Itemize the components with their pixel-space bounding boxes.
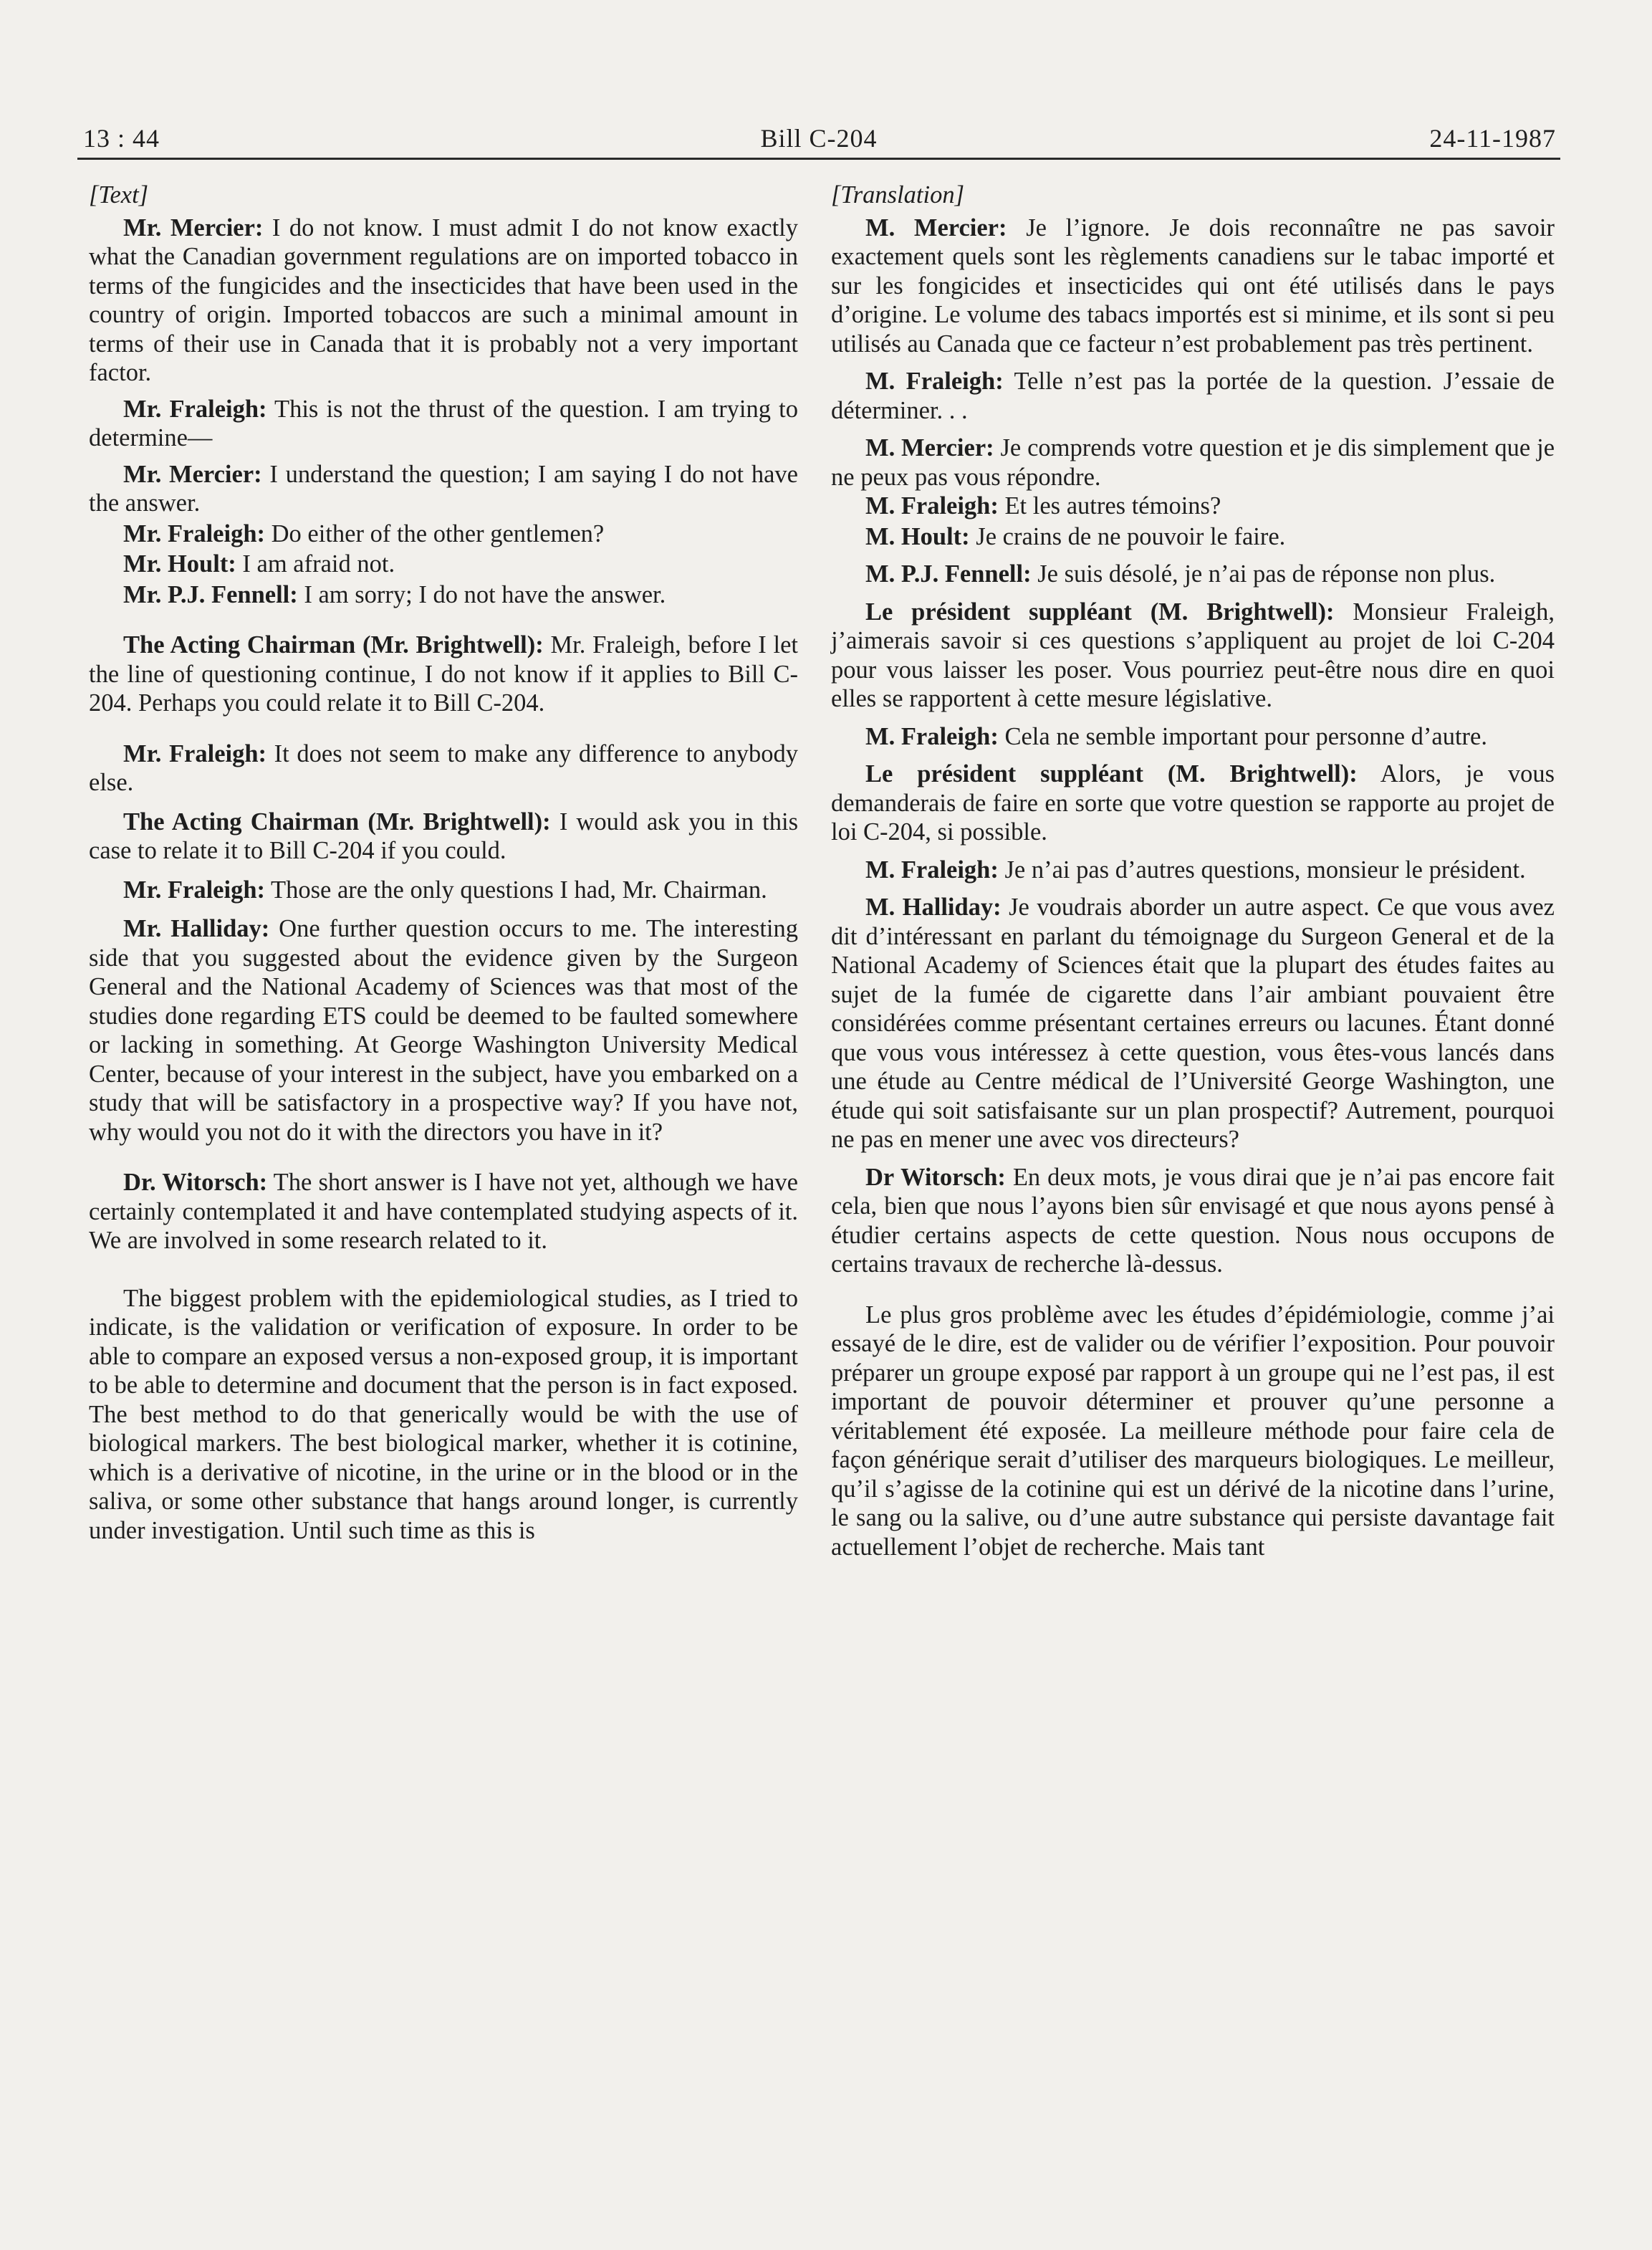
speech-text: Alors, je vous demanderais de faire en sorte que votre question se rapporte au projet de loi C-204, si possible. (831, 760, 1555, 846)
speech-text: I am afraid not. (236, 550, 395, 578)
speech-text: Those are the only questions I had, Mr. Chairman. (265, 876, 767, 904)
testimony-paragraph (831, 1301, 1555, 1562)
speech-text: The biggest problem with the epidemiological studies, as I tried to indicate, is the validation or verification of exposure. In order to be able to compare an exposed versus a non-exposed group, it is important to be able to determine and document that the person is in fact exposed. The best method to do that generically would be with the use of biological markers. The best biological marker, whether it is cotinine, which is a derivative of nicotine, in the urine or in the blood or in the saliva, or some other substance that hangs around longer, is currently under investigation. Until such time as this is (89, 1284, 798, 1544)
testimony-paragraph (89, 914, 798, 1146)
speech-text: Je suis désolé, je n’ai pas de réponse non plus. (1031, 560, 1496, 588)
speaker-name: The Acting Chairman (Mr. Brightwell): (123, 631, 544, 659)
testimony-paragraph (831, 492, 1555, 521)
speech-text: This is not the thrust of the question. I am trying to determine— (89, 395, 798, 451)
speech-text: Do either of the other gentlemen? (265, 520, 605, 547)
speaker-name: Dr. Witorsch: (123, 1169, 268, 1196)
speaker-name: The Acting Chairman (Mr. Brightwell): (123, 808, 551, 836)
testimony-paragraph (89, 1168, 798, 1255)
testimony-paragraph (831, 367, 1555, 425)
testimony-paragraph (831, 1163, 1555, 1279)
column-tag: [Text] (89, 181, 149, 209)
speech-text: It does not seem to make any difference to anybody else. (89, 739, 798, 796)
speech-text: Je comprends votre question et je dis simplement que je ne peux pas vous répondre. (831, 434, 1555, 491)
speaker-name: M. P.J. Fennell: (865, 560, 1032, 588)
speaker-name: M. Halliday: (865, 894, 1002, 921)
speaker-name: Mr. P.J. Fennell: (123, 580, 298, 608)
testimony-paragraph (831, 893, 1555, 1154)
speaker-name: M. Mercier: (865, 214, 1007, 241)
testimony-paragraph (831, 856, 1555, 885)
speech-text: Et les autres témoins? (998, 492, 1221, 520)
speaker-name: Mr. Mercier: (123, 214, 264, 241)
speech-text: Telle n’est pas la portée de la question. J’essaie de déterminer. . . (831, 368, 1555, 424)
bill-title: Bill C-204 (760, 124, 878, 153)
testimony-paragraph (89, 460, 798, 518)
testimony-paragraph (89, 631, 798, 718)
speaker-name: M. Fraleigh: (865, 368, 1004, 395)
speaker-name: Dr Witorsch: (865, 1163, 1006, 1191)
testimony-paragraph (89, 580, 798, 610)
testimony-paragraph (89, 395, 798, 453)
testimony-paragraph (831, 434, 1555, 492)
testimony-paragraph (89, 876, 798, 905)
speech-text: Je l’ignore. Je dois reconnaître ne pas savoir exactement quels sont les règlements canadiens sur le tabac importé et sur les fongicides et insecticides qui ont été utilisés dans le pays d’origine. Le volume des tabacs importés est si minime, et ils sont si peu utilisés au Canada que ce facteur n’est probablement pas très pertinent. (831, 214, 1555, 358)
testimony-paragraph (831, 522, 1555, 552)
testimony-paragraph (89, 550, 798, 579)
speech-text: I do not know. I must admit I do not know exactly what the Canadian government regulations are on imported tobacco in terms of the fungicides and the insecticides that have been used in the country of origin. Imported tobaccos are such a minimal amount in terms of their use in Canada that it is probably not a very important factor. (89, 214, 799, 386)
header-date: 24-11-1987 (1429, 124, 1556, 153)
speech-text: Je crains de ne pouvoir le faire. (969, 522, 1286, 550)
speech-text: Je voudrais aborder un autre aspect. Ce que vous avez dit d’intéressant en parlant du témoignage du Surgeon General et de la National Academy of Sciences était que la plupart des études faites au sujet de la fumée de cigarette dans l’air ambiant pouvaient être considérées comme présentant certaines erreurs ou lacunes. Étant donné que vous vous intéressez à cette question, vous êtes-vous lancés dans une étude au Centre médical de l’Université George Washington, une étude qui soit satisfaisante sur un plan prospectif? Autrement, pourquoi ne pas en mener une avec vos directeurs? (831, 894, 1555, 1153)
speaker-name: Mr. Halliday: (123, 915, 270, 942)
english-column (89, 181, 798, 1545)
speaker-name: Mr. Fraleigh: (123, 395, 267, 423)
testimony-paragraph (89, 520, 798, 549)
speech-text: I am sorry; I do not have the answer. (297, 580, 666, 608)
french-column (831, 181, 1555, 1561)
testimony-paragraph (831, 214, 1555, 359)
speaker-name: Le président suppléant (M. Brightwell): (865, 598, 1335, 626)
speech-text: Mr. Fraleigh, before I let the line of questioning continue, I do not know if it applies to Bill C-204. Perhaps you could relate it to Bill C-204. (89, 631, 798, 717)
speech-text: Cela ne semble important pour personne d’autre. (998, 722, 1487, 750)
speech-text: The short answer is I have not yet, although we have certainly contemplated it and have contemplated studying aspects of it. We are involved in some research related to it. (89, 1169, 798, 1254)
speech-text: I would ask you in this case to relate it to Bill C-204 if you could. (89, 808, 798, 864)
testimony-paragraph (831, 760, 1555, 847)
speaker-name: Mr. Fraleigh: (123, 876, 266, 904)
speaker-name: M. Mercier: (865, 434, 994, 461)
speaker-name: M. Fraleigh: (865, 856, 999, 884)
speech-text: I understand the question; I am saying I do not have the answer. (89, 460, 798, 517)
speaker-name: M. Hoult: (865, 522, 970, 550)
testimony-paragraph (89, 739, 798, 798)
speech-text: Le plus gros problème avec les études d’épidémiologie, comme j’ai essayé de le dire, est de valider ou de vérifier l’exposition. Pour pouvoir préparer un groupe exposé par rapport à un groupe qui ne l’est pas, il est important de pouvoir déterminer et prouver qu’une personne a véritablement été exposée. La meilleure méthode pour faire cela de façon générique serait d’utiliser des marqueurs biologiques. Le meilleur, qu’il s’agisse de la cotinine qui est un dérivé de la nicotine dans l’urine, le sang ou la salive, ou d’une autre substance qui persiste davantage fait actuellement l’objet de recherche. Mais tant (831, 1301, 1555, 1561)
column-tag: [Translation] (831, 181, 964, 209)
speaker-name: Mr. Hoult: (123, 550, 236, 578)
speaker-name: Mr. Fraleigh: (123, 739, 267, 767)
testimony-paragraph (89, 1284, 798, 1546)
speech-text: Monsieur Fraleigh, j’aimerais savoir si ces questions s’appliquent au projet de loi C-204 pour vous laisser les poser. Vous pourriez peut-être nous dire en quoi elles se rapportent à cette mesure législative. (831, 598, 1555, 712)
speech-text: En deux mots, je vous dirai que je n’ai pas encore fait cela, bien que nous l’ayons bien sûr envisagé et que nous ayons pensé à étudier certains aspects de cette question. Nous nous occupons de certains travaux de recherche là-dessus. (831, 1163, 1555, 1278)
speaker-name: Mr. Fraleigh: (123, 520, 266, 547)
testimony-paragraph (831, 722, 1555, 752)
testimony-paragraph (89, 808, 798, 866)
speaker-name: M. Fraleigh: (865, 492, 999, 520)
speech-text: One further question occurs to me. The interesting side that you suggested about the evidence given by the Surgeon General and the National Academy of Sciences was that most of the studies done regarding ETS could be deemed to be faulted somewhere or lacking in something. At George Washington University Medical Center, because of your interest in the subject, have you embarked on a study that will be satisfactory in a prospective way? If you have not, why would you not do it with the directors you have in it? (89, 915, 798, 1146)
speech-text: Je n’ai pas d’autres questions, monsieur le président. (998, 856, 1526, 884)
page-header (77, 120, 1560, 160)
testimony-paragraph (831, 598, 1555, 714)
speaker-name: Le président suppléant (M. Brightwell): (865, 760, 1358, 788)
testimony-paragraph (89, 214, 798, 388)
testimony-paragraph (831, 560, 1555, 589)
speaker-name: M. Fraleigh: (865, 722, 999, 750)
page-number: 13 : 44 (83, 124, 160, 153)
speaker-name: Mr. Mercier: (123, 460, 262, 488)
